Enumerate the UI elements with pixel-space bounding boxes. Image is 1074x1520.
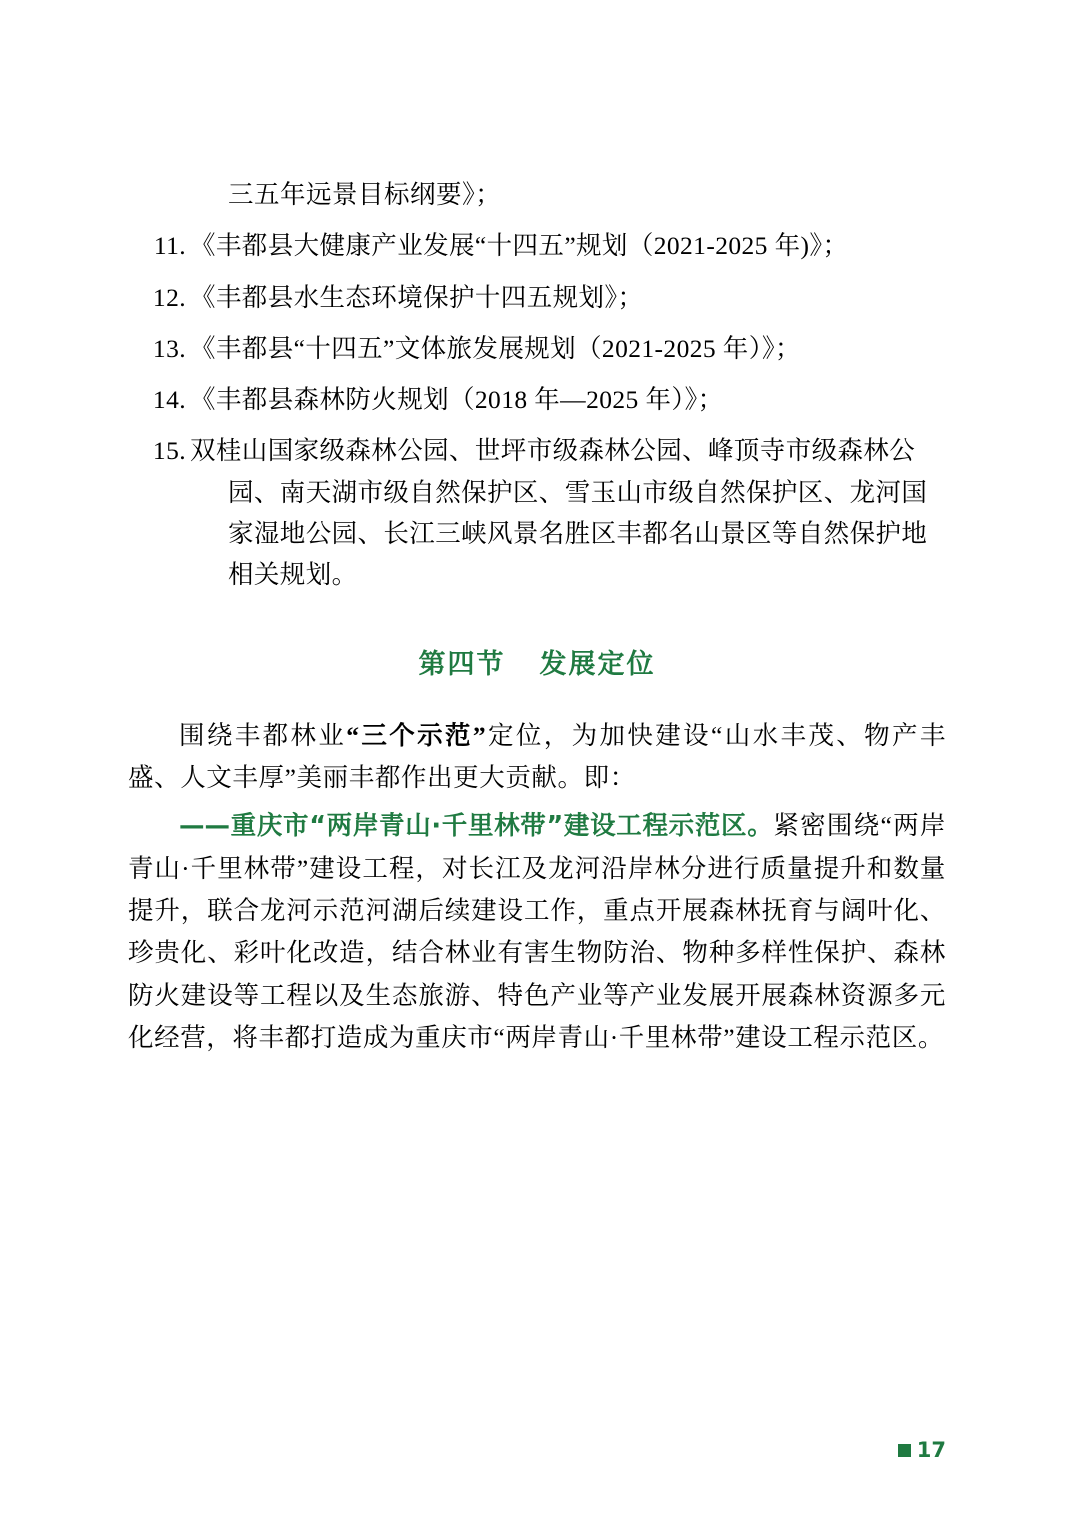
paragraph-segment-emphasis: “三个示范” [346,720,487,750]
paragraph-segment: 围绕丰都林业 [179,720,347,750]
footer-square-icon [898,1444,911,1457]
list-item [128,277,946,318]
list-item-text: 《丰都县水生态环境保护十四五规划》； [190,282,644,312]
list-item-number: 11. [153,231,186,261]
list-item [128,225,946,266]
page-footer [898,1438,946,1462]
paragraph-demonstration-zone [128,805,946,1059]
section-heading-title: 发展定位 [539,648,656,680]
list-item [128,328,946,369]
regulation-list [128,225,946,595]
list-item-text: 《丰都县“十四五”文体旅发展规划（2021-2025 年）》； [190,333,801,363]
list-item-number: 15. [152,436,186,466]
list-item [128,430,946,595]
paragraph-positioning [128,715,946,800]
list-item-text: 《丰都县森林防火规划（2018 年—2025 年）》； [190,385,724,415]
paragraph-segment: 定位，为加快建设“山水丰茂、物产丰盛、人文丰厚”美丽丰都作出更大贡献。即： [128,720,946,792]
list-item-text: 《丰都县大健康产业发展“十四五”规划（2021-2025 年)》； [190,231,849,261]
paragraph-segment: 紧密围绕“两岸青山·千里林带”建设工程，对长江及龙河沿岸林分进行质量提升和数量提升，联合龙河示范河湖后续建设工作，重点开展森林抚育与阔叶化、珍贵化、彩叶化改造，结合林业有害生物防治、物种多样性保护、森林防火建设等工程以及生态旅游、特色产业等产业发展开展森林资源多元化经营，将丰都打造成为重庆市“两岸青山·千里林带”建设工程示范区。 [128,811,946,1052]
paragraph-lead-green: ——重庆市“两岸青山·千里林带”建设工程示范区。 [179,811,774,842]
list-item [128,379,946,420]
list-continuation-text: 三五年远景目标纲要》； [228,180,502,209]
section-heading-label: 第四节 [418,648,506,680]
list-item-text: 双桂山国家级森林公园、世坪市级森林公园、峰顶寺市级森林公园、南天湖市级自然保护区、雪玉山市级自然保护区、龙河国家湿地公园、长江三峡风景名胜区丰都名山景区等自然保护地相关规划。 [190,436,928,590]
section-heading [128,642,946,681]
list-item-number: 12. [152,282,186,312]
list-item-number: 13. [152,333,186,363]
page-number: 17 [916,1438,946,1462]
list-item-number: 14. [152,385,186,415]
